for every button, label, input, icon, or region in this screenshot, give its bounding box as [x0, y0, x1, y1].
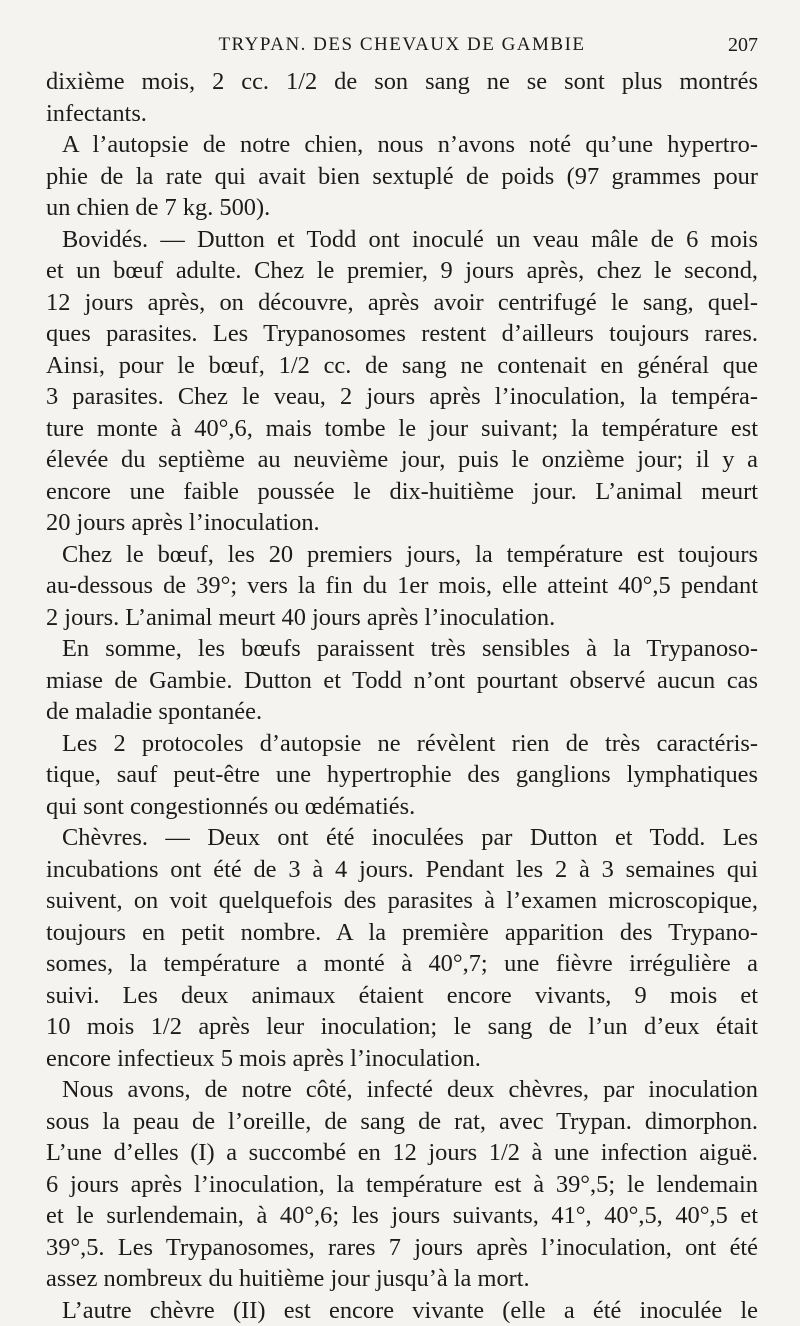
text-line: qui sont congestionnés ou œdématiés. — [46, 792, 416, 820]
text-line: ture monte à 40°,6, mais tombe le jour suivant; la température est — [46, 414, 758, 442]
text-line: 2 jours. L’animal meurt 40 jours après l’inoculation. — [46, 603, 556, 631]
text-line: toujours en petit nombre. A la première apparition des Trypano- — [46, 918, 758, 946]
text-line: phie de la rate qui avait bien sextuplé de poids (97 grammes pour — [46, 162, 758, 190]
text-line: Les 2 protocoles d’autopsie ne révèlent rien de très caractéris- — [62, 729, 758, 757]
text-line: infectants. — [46, 99, 147, 127]
text-line: Nous avons, de notre côté, infecté deux chèvres, par inoculation — [62, 1076, 758, 1103]
text-line: 39°,5. Les Trypanosomes, rares 7 jours après l’inoculation, ont été — [46, 1233, 758, 1261]
text-line: suivent, on voit quelquefois des parasites à l’examen microscopique, — [46, 887, 758, 914]
text-line: Chez le bœuf, les 20 premiers jours, la température est toujours — [62, 540, 758, 568]
text-line: A l’autopsie de notre chien, nous n’avons noté qu’une hypertro- — [62, 131, 758, 158]
text-line: Bovidés. — Dutton et Todd ont inoculé un veau mâle de 6 mois — [62, 225, 758, 253]
text-line: somes, la température a monté à 40°,7; une fièvre irrégulière a — [46, 950, 758, 977]
body-text — [46, 66, 758, 1326]
text-line: 10 mois 1/2 après leur inoculation; le sang de l’un d’eux était — [46, 1013, 758, 1040]
text-line: au-dessous de 39°; vers la fin du 1er mois, elle atteint 40°,5 pendant — [46, 572, 758, 599]
text-line: miase de Gambie. Dutton et Todd n’ont pourtant observé aucun cas — [46, 666, 758, 694]
text-line: En somme, les bœufs paraissent très sensibles à la Trypanoso- — [62, 635, 758, 662]
text-line: suivi. Les deux animaux étaient encore vivants, 9 mois et — [46, 981, 758, 1009]
text-line: et le surlendemain, à 40°,6; les jours suivants, 41°, 40°,5, 40°,5 et — [46, 1202, 758, 1229]
text-line: dixième mois, 2 cc. 1/2 de son sang ne se sont plus montrés — [46, 68, 758, 95]
text-line: sous la peau de l’oreille, de sang de rat, avec Trypan. dimorphon. — [46, 1107, 758, 1135]
text-line: L’autre chèvre (II) est encore vivante (elle a été inoculée le — [62, 1296, 758, 1324]
text-line: 3 parasites. Chez le veau, 2 jours après l’inoculation, la tempéra- — [46, 383, 758, 410]
text-line: tique, sauf peut-être une hypertrophie des ganglions lymphatiques — [46, 761, 758, 788]
running-title: TRYPAN. DES CHEVAUX DE GAMBIE — [218, 34, 586, 55]
page-header — [46, 34, 758, 64]
text-line: L’une d’elles (I) a succombé en 12 jours 1/2 à une infection aiguë. — [46, 1139, 758, 1166]
text-line: incubations ont été de 3 à 4 jours. Pendant les 2 à 3 semaines qui — [46, 855, 758, 883]
text-line: et un bœuf adulte. Chez le premier, 9 jours après, chez le second, — [46, 257, 758, 284]
text-line: assez nombreux du huitième jour jusqu’à la mort. — [46, 1265, 530, 1292]
text-line: 20 jours après l’inoculation. — [46, 509, 320, 536]
page-number: 207 — [728, 34, 758, 56]
text-line: élevée du septième au neuvième jour, puis le onzième jour; il y a — [46, 446, 758, 473]
text-line: Ainsi, pour le bœuf, 1/2 cc. de sang ne contenait en général que — [46, 351, 758, 379]
text-line: un chien de 7 kg. 500). — [46, 194, 271, 221]
text-line: 12 jours après, on découvre, après avoir centrifugé le sang, quel- — [46, 288, 758, 316]
text-line: encore une faible poussée le dix-huitième jour. L’animal meurt — [46, 477, 758, 505]
text-line: 6 jours après l’inoculation, la température est à 39°,5; le lendemain — [46, 1170, 758, 1198]
text-line: ques parasites. Les Trypanosomes restent d’ailleurs toujours rares. — [46, 320, 758, 347]
text-line: de maladie spontanée. — [46, 698, 263, 725]
text-line: encore infectieux 5 mois après l’inoculation. — [46, 1044, 481, 1072]
text-line: Chèvres. — Deux ont été inoculées par Dutton et Todd. Les — [62, 824, 758, 851]
